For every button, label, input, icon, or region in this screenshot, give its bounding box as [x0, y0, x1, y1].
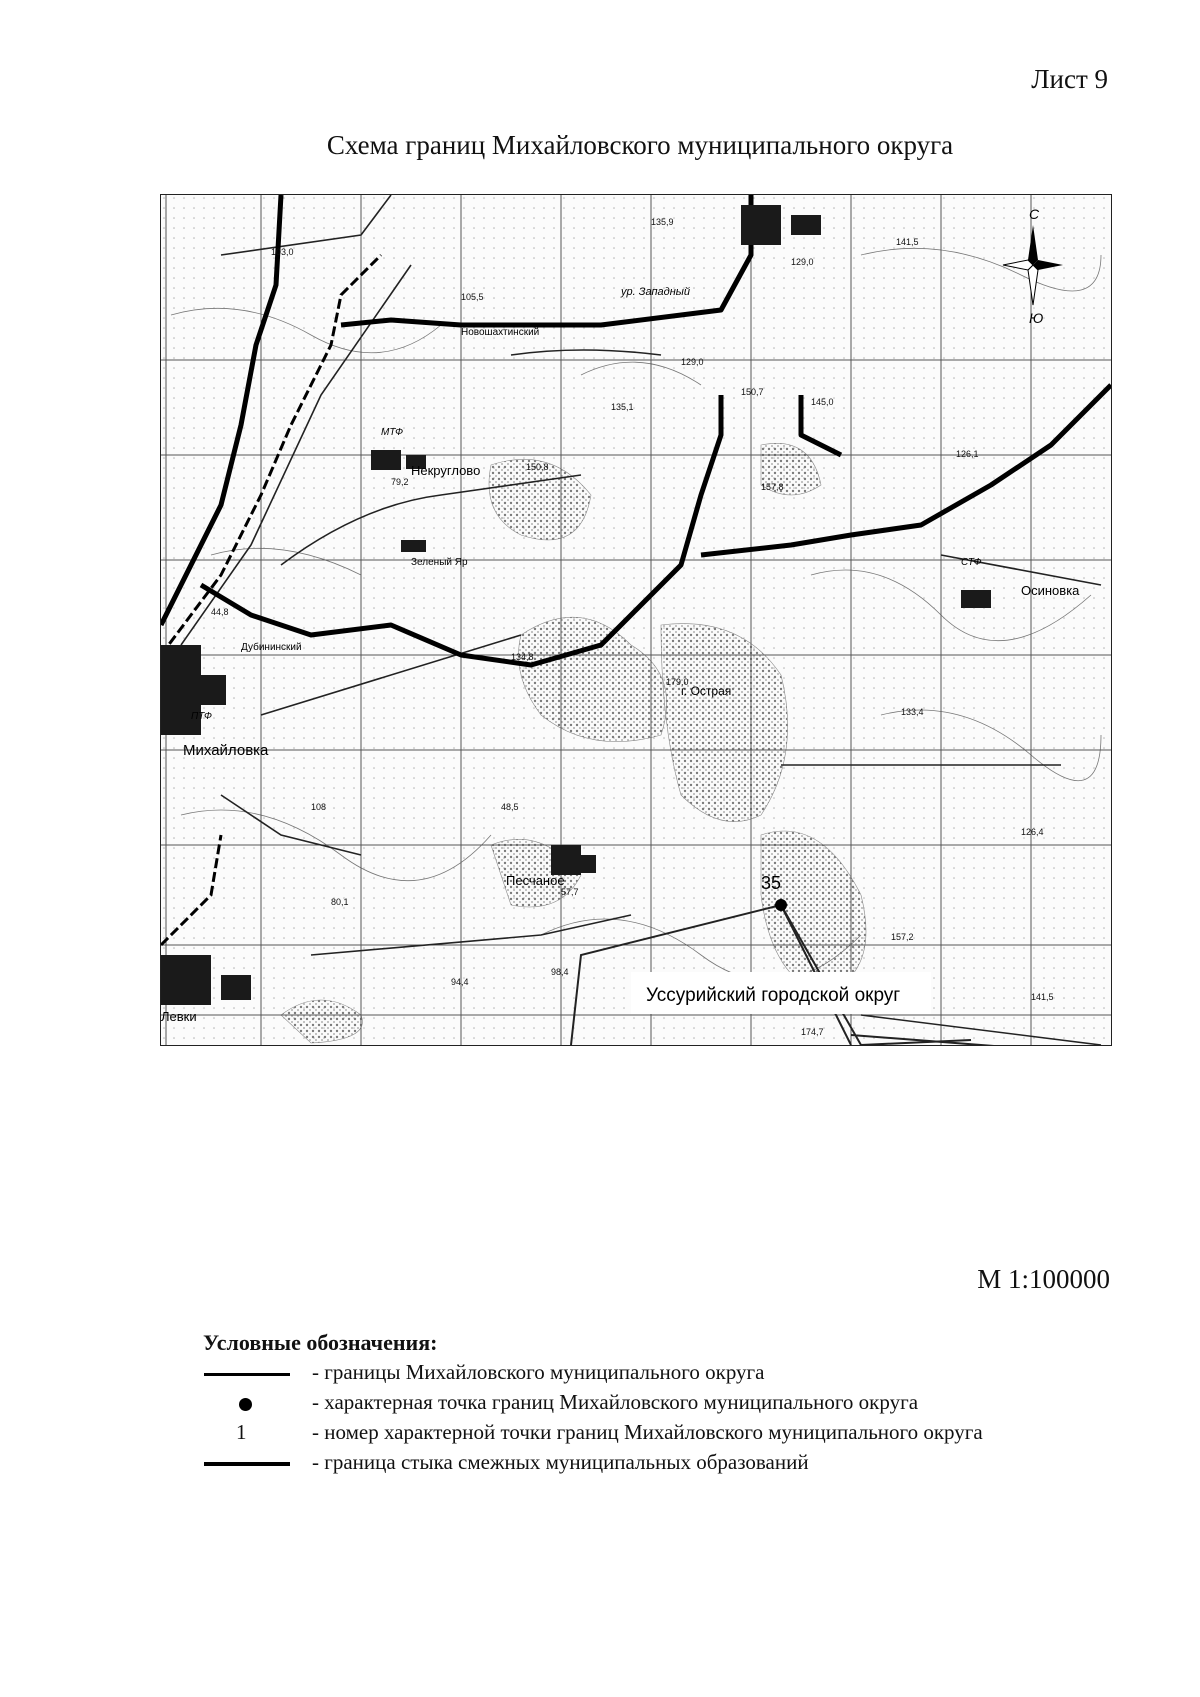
map-scale: М 1:100000 [977, 1264, 1110, 1294]
place-label-stf: СТФ [961, 557, 982, 568]
legend-item-point-number [200, 1420, 1160, 1448]
place-label-novoshakhtinsky: Новошахтинский [461, 327, 540, 338]
elevation-label: 141,5 [896, 237, 919, 247]
boundary-point [775, 899, 787, 911]
elevation-label: 174,7 [801, 1027, 824, 1037]
legend-text: - номер характерной точки границ Михайловского муниципального округа [312, 1420, 983, 1444]
elevation-label: 133,4 [901, 707, 924, 717]
elevation-label: 98,4 [551, 967, 569, 977]
legend-number: 1 [236, 1420, 247, 1444]
legend-item-boundary [200, 1360, 1160, 1388]
elevation-label: 141,5 [1031, 992, 1054, 1002]
topographic-map [160, 194, 1112, 1046]
map-title: Схема границ Михайловского муниципального округа [326, 130, 954, 160]
legend-text: - граница стыка смежных муниципальных образований [312, 1450, 809, 1474]
north-label: С [1029, 206, 1040, 222]
elevation-label: 135,1 [611, 402, 634, 412]
elevation-label: 157,8 [761, 482, 784, 492]
elevation-label: 103,0 [271, 247, 294, 257]
legend-symbol-dot [200, 1390, 292, 1418]
elevation-label: 105,5 [461, 292, 484, 302]
legend-item-point [200, 1390, 1160, 1418]
elevation-label: 79,2 [391, 477, 409, 487]
elevation-label: 126,1 [956, 449, 979, 459]
place-label-levkino: Левки [161, 1009, 197, 1024]
region-label: Уссурийский городской округ [646, 985, 901, 1006]
elevation-label: 134,8 [511, 652, 534, 662]
legend-symbol-line [200, 1360, 292, 1388]
elevation-label: 150,7 [741, 387, 764, 397]
elevation-label: 57,7 [561, 887, 579, 897]
place-label-astra: г. Острая [681, 684, 732, 698]
place-label-osinovka: Осиновка [1021, 583, 1080, 598]
south-label: Ю [1029, 310, 1044, 326]
elevation-label: 145,0 [811, 397, 834, 407]
place-label-nekruglovo: Некруглово [411, 463, 481, 478]
elevation-label: 129,0 [681, 357, 704, 367]
elevation-label: 80,1 [331, 897, 349, 907]
legend-item-adjacent [200, 1450, 1160, 1478]
elevation-label: 108 [311, 802, 327, 812]
region-label-box [631, 972, 931, 1014]
legend-symbol-double-line [200, 1450, 292, 1478]
elevation-label: 94,4 [451, 977, 469, 987]
elevation-label: 126,4 [1021, 827, 1044, 837]
elevation-label: 179,0 [666, 677, 689, 687]
elevation-label: 44,8 [211, 607, 229, 617]
boundary-point-number: 35 [761, 873, 782, 893]
place-label-mikhailovka: Михайловка [183, 742, 269, 759]
place-label-zelenyi: Зеленый Яр [411, 557, 468, 568]
map-canvas [161, 195, 1111, 1045]
place-label-dubininsky: Дубининский [241, 642, 302, 653]
elevation-label: 48,5 [501, 802, 519, 812]
place-label-pesch: Песчаное [506, 873, 565, 888]
legend-title: Условные обозначения: [203, 1330, 438, 1355]
sheet-label: Лист 9 [1031, 64, 1108, 94]
elevation-label: 150,8 [526, 462, 549, 472]
elevation-label: 129,0 [791, 257, 814, 267]
place-label-ptf: ПТФ [191, 711, 212, 722]
elevation-label: 135,9 [651, 217, 674, 227]
legend-text: - границы Михайловского муниципального округа [312, 1360, 765, 1384]
legend-symbol-number [200, 1420, 292, 1448]
elevation-label: 157,2 [891, 932, 914, 942]
legend-text: - характерная точка границ Михайловского муниципального округа [312, 1390, 919, 1414]
place-label-zapadny: ур. Западный [621, 286, 690, 298]
place-label-mtf: МТФ [381, 427, 404, 438]
